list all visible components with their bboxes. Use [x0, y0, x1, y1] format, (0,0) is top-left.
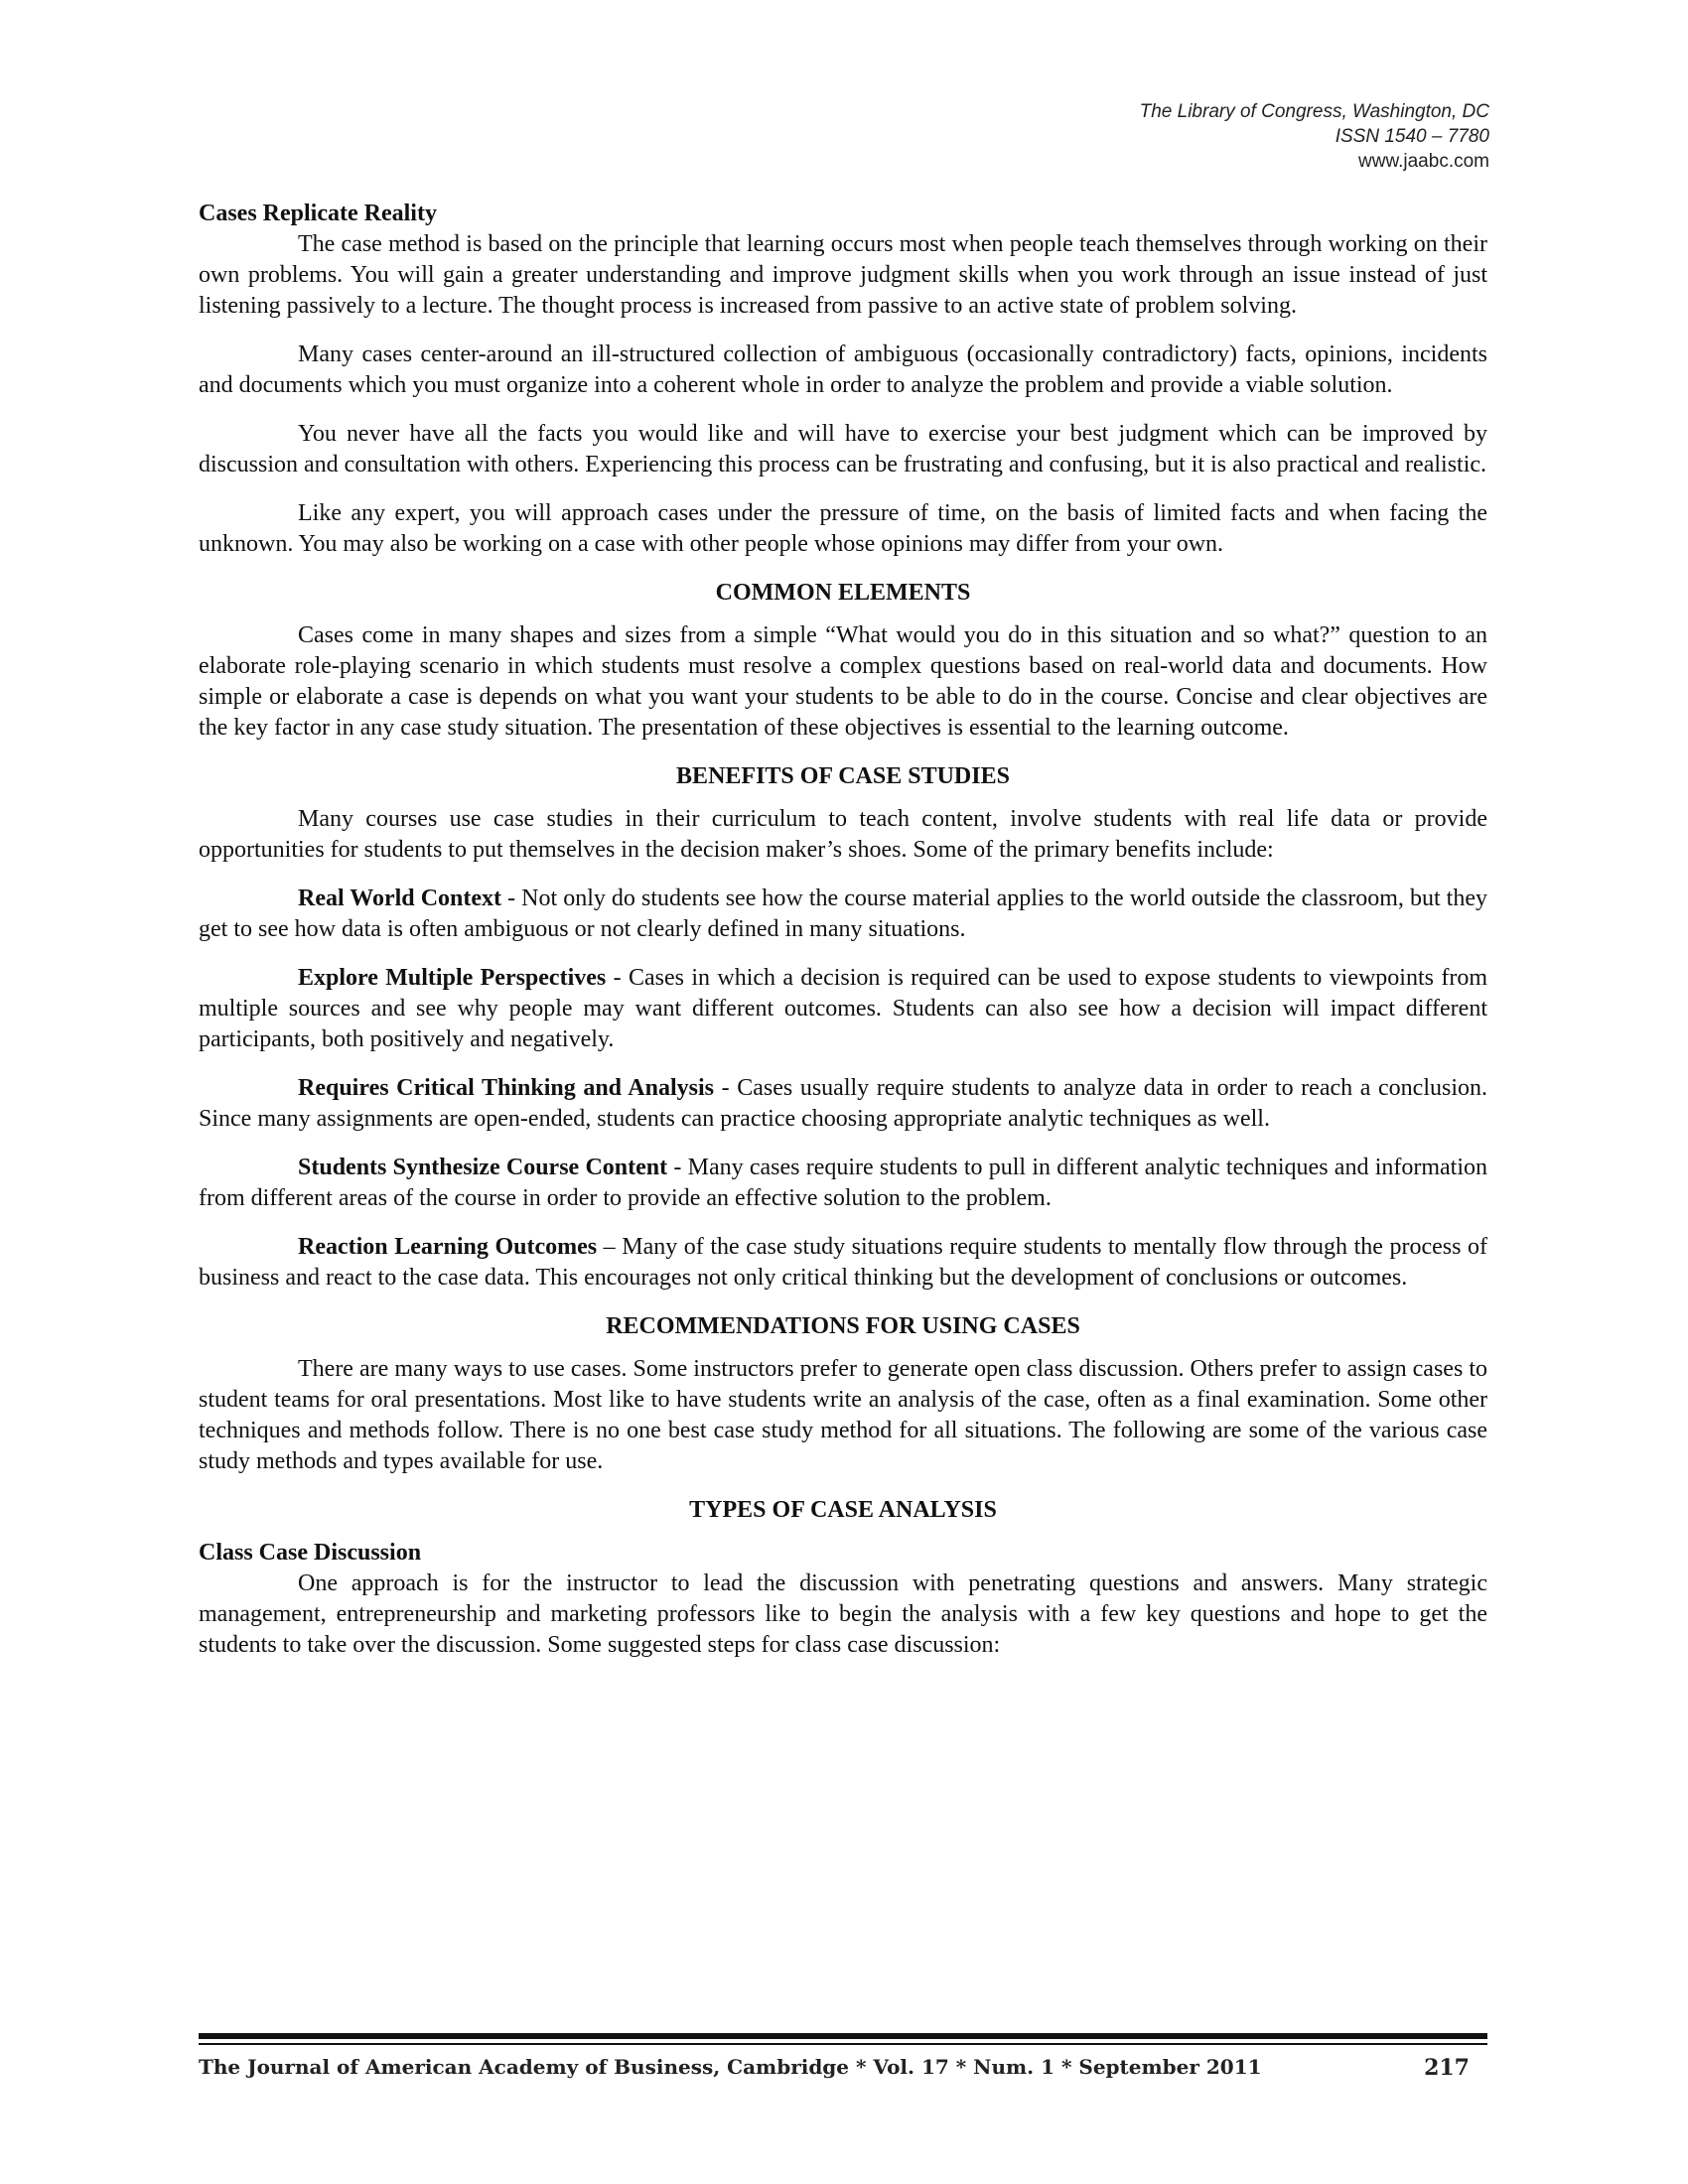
benefit-title: Requires Critical Thinking and Analysis: [298, 1075, 715, 1101]
footer-journal-citation: The Journal of American Academy of Business, Cambridge * Vol. 17 * Num. 1 * September 2011: [199, 2055, 1262, 2079]
paragraph: You never have all the facts you would like and will have to exercise your best judgment which can be improved by discussion and consultation with others. Experiencing this process can be frustrating and confusing, but it is also practical and realistic.: [199, 421, 1487, 478]
heading-cases-replicate-reality: Cases Replicate Reality: [199, 201, 437, 226]
paragraph: One approach is for the instructor to lead the discussion with penetrating questions and answers. Many strategic management, entrepreneurship and marketing professors like to begin the analysis with a few key questions and hope to get the students to take over the discussion. Some suggested steps for class case discussion:: [199, 1570, 1487, 1658]
benefit-title: Real World Context: [298, 886, 502, 911]
benefit-item: [199, 1232, 1487, 1294]
header-website-link[interactable]: www.jaabc.com: [1358, 151, 1489, 172]
benefit-item: [199, 963, 1487, 1055]
heading-benefits-of-case-studies: BENEFITS OF CASE STUDIES: [676, 763, 1010, 789]
paragraph: The case method is based on the principle that learning occurs most when people teach themselves through working on their own problems. You will gain a greater understanding and improve judgment skills when you work through an issue instead of just listening passively to a lecture. The thought process is increased from passive to an active state of problem solving.: [199, 231, 1487, 319]
footer-divider-thick: [199, 2033, 1487, 2039]
footer-divider-thin: [199, 2043, 1487, 2045]
running-header: [1140, 99, 1489, 174]
benefit-item: [199, 1073, 1487, 1135]
benefit-text: - Cases usually require students to analyze data in order to reach a conclusion. Since many assignments are open-ended, students can practice choosing appropriate analytic techniques as well.: [199, 1075, 1487, 1132]
running-footer: [199, 2055, 1470, 2079]
paragraph: Like any expert, you will approach cases under the pressure of time, on the basis of limited facts and when facing the unknown. You may also be working on a case with other people whose opinions may differ from your own.: [199, 500, 1487, 557]
benefit-title: Reaction Learning Outcomes: [298, 1234, 598, 1260]
paragraph: Many courses use case studies in their curriculum to teach content, involve students with real life data or provide opportunities for students to put themselves in the decision maker’s shoes. Some of the primary benefits include:: [199, 806, 1487, 863]
benefit-title: Students Synthesize Course Content: [298, 1155, 668, 1180]
page-number: 217: [1424, 2055, 1470, 2081]
article-body: [199, 199, 1487, 1679]
paragraph: Cases come in many shapes and sizes from a simple “What would you do in this situation and so what?” question to an elaborate role-playing scenario in which students must resolve a complex questions based on real-world data and documents. How simple or elaborate a case is depends on what you want your students to be able to do in the course. Concise and clear objectives are the key factor in any case study situation. The presentation of these objectives is essential to the learning outcome.: [199, 622, 1487, 741]
header-library-line: The Library of Congress, Washington, DC: [1139, 101, 1489, 122]
heading-recommendations: RECOMMENDATIONS FOR USING CASES: [606, 1313, 1080, 1339]
heading-class-case-discussion: Class Case Discussion: [199, 1540, 422, 1566]
benefit-item: [199, 884, 1487, 945]
heading-common-elements: COMMON ELEMENTS: [715, 580, 971, 606]
heading-types-of-case-analysis: TYPES OF CASE ANALYSIS: [689, 1497, 997, 1523]
benefit-text: - Cases in which a decision is required can be used to expose students to viewpoints from multiple sources and see why people may want different outcomes. Students can also see how a decision will impact different participants, both positively and negatively.: [199, 965, 1488, 1052]
benefit-text: – Many of the case study situations require students to mentally flow through the process of business and react to the case data. This encourages not only critical thinking but the development of conclusions or outcomes.: [199, 1234, 1488, 1291]
benefit-text: - Many cases require students to pull in different analytic techniques and information from different areas of the course in order to provide an effective solution to the problem.: [199, 1155, 1488, 1211]
benefit-text: - Not only do students see how the course material applies to the world outside the classroom, but they get to see how data is often ambiguous or not clearly defined in many situations.: [199, 886, 1487, 942]
benefit-title: Explore Multiple Perspectives: [298, 965, 607, 991]
paragraph: There are many ways to use cases. Some instructors prefer to generate open class discussion. Others prefer to assign cases to student teams for oral presentations. Most like to have students write an analysis of the case, often as a final examination. Some other techniques and methods follow. There is no one best case study method for all situations. The following are some of the various case study methods and types available for use.: [199, 1356, 1487, 1474]
paragraph: Many cases center-around an ill-structured collection of ambiguous (occasionally contradictory) facts, opinions, incidents and documents which you must organize into a coherent whole in order to analyze the problem and provide a viable solution.: [199, 341, 1487, 398]
header-issn-line: ISSN 1540 – 7780: [1335, 126, 1489, 147]
benefit-item: [199, 1153, 1487, 1214]
